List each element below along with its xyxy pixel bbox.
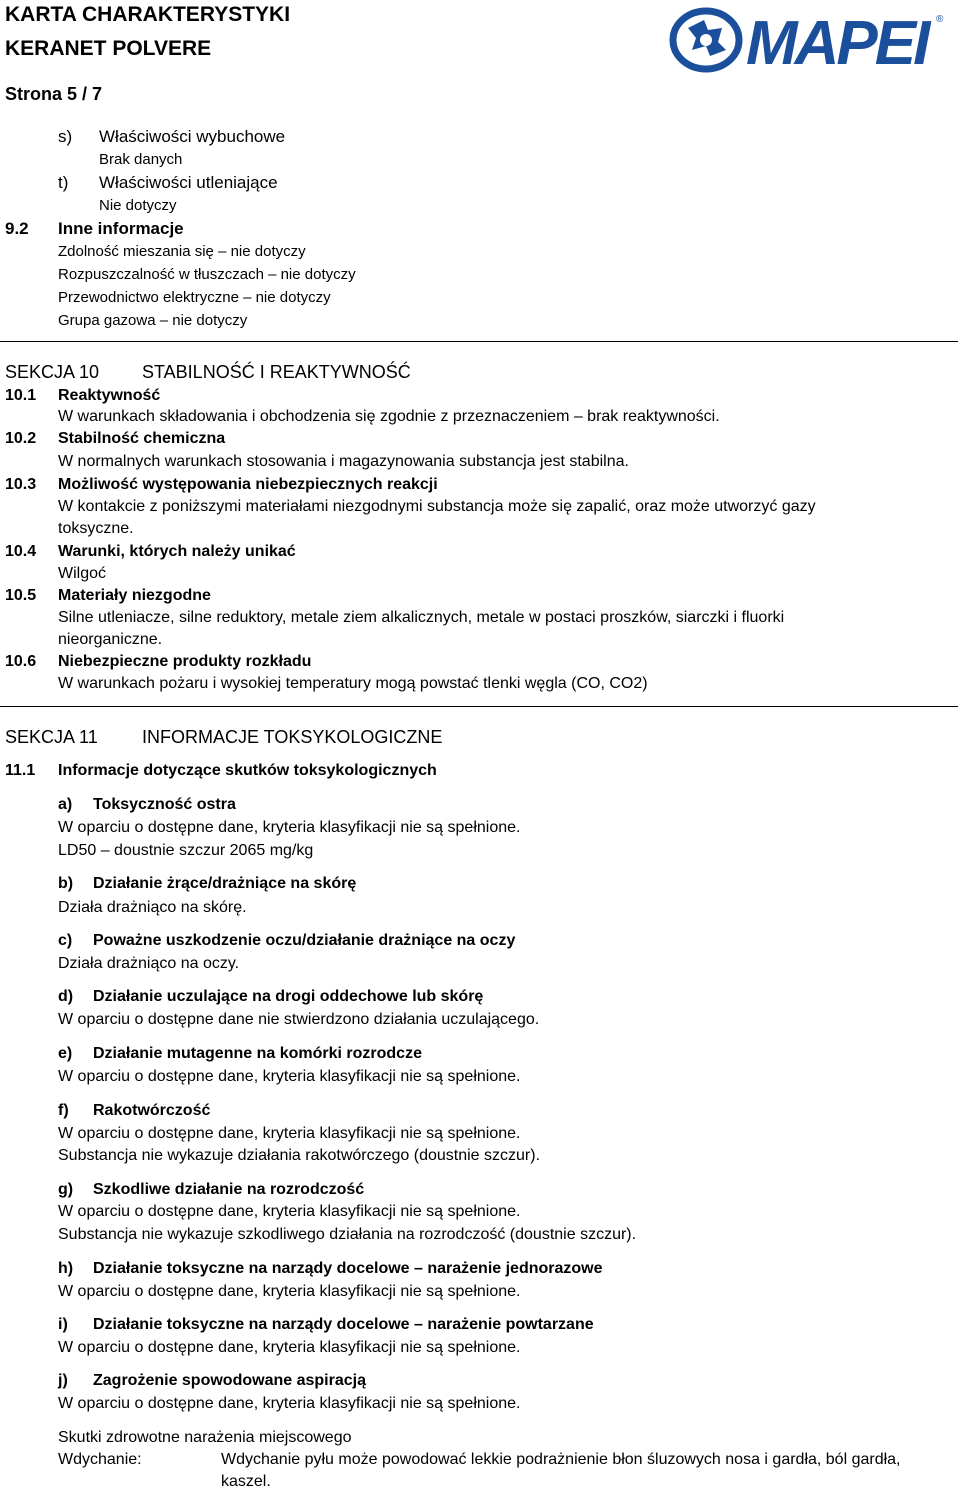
item-value-s: Brak danych (99, 151, 183, 168)
subsection-text: W normalnych warunkach stosowania i magazynowania substancja jest stabilna. (58, 453, 629, 470)
inhalation-text: Wdychanie pyłu może powodować lekkie podrażnienie błon śluzowych nosa i gardła, ból gardła, (221, 1451, 901, 1468)
tox-item-letter: g) (58, 1181, 74, 1198)
subsection-text: Wilgoć (58, 565, 107, 582)
tox-item-title: Zagrożenie spowodowane aspiracją (93, 1372, 366, 1389)
subsection-title: Niebezpieczne produkty rozkładu (58, 653, 312, 670)
subsection-title-11-1: Informacje dotyczące skutków toksykologicznych (58, 762, 437, 779)
tox-item-text: W oparciu o dostępne dane, kryteria klasyfikacji nie są spełnione. (58, 1339, 521, 1356)
tox-item-letter: d) (58, 988, 74, 1005)
subsection-text: Silne utleniacze, silne reduktory, metale ziem alkalicznych, metale w postaci proszków, siarczki i fluorki (58, 609, 785, 626)
info-line: Grupa gazowa – nie dotyczy (58, 312, 248, 329)
inhalation-text: kaszel. (221, 1473, 271, 1490)
tox-item-letter: j) (58, 1372, 68, 1389)
subsection-number: 10.3 (5, 476, 37, 493)
section-label-11: SEKCJA 11 (5, 727, 98, 747)
page-number: Strona 5 / 7 (5, 84, 103, 104)
section-title-11: INFORMACJE TOKSYKOLOGICZNE (142, 727, 443, 747)
subsection-title: Możliwość występowania niebezpiecznych reakcji (58, 476, 438, 493)
subsection-number-11-1: 11.1 (5, 762, 36, 779)
tox-item-letter: f) (58, 1102, 69, 1119)
tox-item-title: Działanie toksyczne na narządy docelowe – narażenie powtarzane (93, 1316, 594, 1333)
tox-item-text: Działa drażniąco na skórę. (58, 899, 247, 916)
inhalation-label: Wdychanie: (58, 1451, 142, 1468)
subsection-text: nieorganiczne. (58, 631, 163, 648)
svg-text:®: ® (936, 14, 944, 25)
tox-item-text: W oparciu o dostępne dane, kryteria klasyfikacji nie są spełnione. (58, 1125, 521, 1142)
subsection-text: W warunkach pożaru i wysokiej temperatury mogą powstać tlenki węgla (CO, CO2) (58, 675, 648, 692)
subsection-title: Materiały niezgodne (58, 587, 211, 604)
tox-item-text: Substancja nie wykazuje szkodliwego działania na rozrodczość (doustnie szczur). (58, 1226, 637, 1243)
subsection-title: Stabilność chemiczna (58, 430, 226, 447)
item-title-t: Właściwości utleniające (99, 173, 278, 192)
subsection-number: 10.6 (5, 653, 37, 670)
tox-item-text: W oparciu o dostępne dane, kryteria klasyfikacji nie są spełnione. (58, 1283, 521, 1300)
item-title-s: Właściwości wybuchowe (99, 127, 286, 146)
mapei-logo (668, 6, 948, 74)
tox-item-title: Działanie żrące/drażniące na skórę (93, 875, 357, 892)
tox-item-title: Poważne uszkodzenie oczu/działanie drażniące na oczy (93, 932, 516, 949)
section-label-10: SEKCJA 10 (5, 362, 100, 382)
tox-item-title: Działanie mutagenne na komórki rozrodcze (93, 1045, 422, 1062)
tox-item-letter: c) (58, 932, 73, 949)
mapei-wordmark: MAPEI (746, 9, 928, 74)
item-label-t: t) (58, 173, 69, 192)
info-line: Zdolność mieszania się – nie dotyczy (58, 243, 306, 260)
subsection-number: 10.2 (5, 430, 37, 447)
subsection-title: Reaktywność (58, 387, 161, 404)
info-line: Rozpuszczalność w tłuszczach – nie dotyczy (58, 266, 356, 283)
subsection-text: W warunkach składowania i obchodzenia się zgodnie z przeznaczeniem – brak reaktywności. (58, 408, 720, 425)
subsection-title-9-2: Inne informacje (58, 219, 184, 238)
tox-item-title: Toksyczność ostra (93, 796, 236, 813)
subsection-number-9-2: 9.2 (5, 219, 29, 238)
tox-item-letter: a) (58, 796, 73, 813)
tox-item-text: W oparciu o dostępne dane, kryteria klasyfikacji nie są spełnione. (58, 1068, 521, 1085)
tox-item-title: Działanie toksyczne na narządy docelowe – narażenie jednorazowe (93, 1260, 603, 1277)
tox-item-letter: i) (58, 1316, 68, 1333)
subsection-number: 10.4 (5, 543, 37, 560)
subsection-text: toksyczne. (58, 520, 134, 537)
tox-item-letter: b) (58, 875, 74, 892)
section-divider (0, 341, 958, 342)
subsection-number: 10.1 (5, 387, 37, 404)
section-divider (0, 706, 958, 707)
tox-item-text: W oparciu o dostępne dane, kryteria klasyfikacji nie są spełnione. (58, 1395, 521, 1412)
tox-item-text: W oparciu o dostępne dane, kryteria klasyfikacji nie są spełnione. (58, 819, 521, 836)
tox-item-text: Substancja nie wykazuje działania rakotwórczego (doustnie szczur). (58, 1147, 541, 1164)
item-value-t: Nie dotyczy (99, 197, 177, 214)
document-title: KARTA CHARAKTERYSTYKI (5, 3, 291, 26)
tox-item-title: Rakotwórczość (93, 1102, 211, 1119)
tox-item-letter: e) (58, 1045, 73, 1062)
local-effects-title: Skutki zdrowotne narażenia miejscowego (58, 1429, 352, 1446)
section-title-10: STABILNOŚĆ I REAKTYWNOŚĆ (142, 362, 411, 382)
mapei-emblem-icon (673, 11, 739, 69)
subsection-title: Warunki, których należy unikać (58, 543, 296, 560)
tox-item-letter: h) (58, 1260, 74, 1277)
tox-item-text: Działa drażniąco na oczy. (58, 955, 240, 972)
product-name: KERANET POLVERE (5, 37, 212, 60)
info-line: Przewodnictwo elektryczne – nie dotyczy (58, 289, 331, 306)
item-label-s: s) (58, 127, 73, 146)
tox-item-text: W oparciu o dostępne dane nie stwierdzono działania uczulającego. (58, 1011, 540, 1028)
tox-item-title: Działanie uczulające na drogi oddechowe lub skórę (93, 988, 484, 1005)
tox-item-title: Szkodliwe działanie na rozrodczość (93, 1181, 365, 1198)
subsection-number: 10.5 (5, 587, 37, 604)
subsection-text: W kontakcie z poniższymi materiałami niezgodnymi substancja może się zapalić, oraz może utworzyć gazy (58, 498, 816, 515)
tox-item-text: LD50 – doustnie szczur 2065 mg/kg (58, 842, 314, 859)
tox-item-text: W oparciu o dostępne dane, kryteria klasyfikacji nie są spełnione. (58, 1203, 521, 1220)
